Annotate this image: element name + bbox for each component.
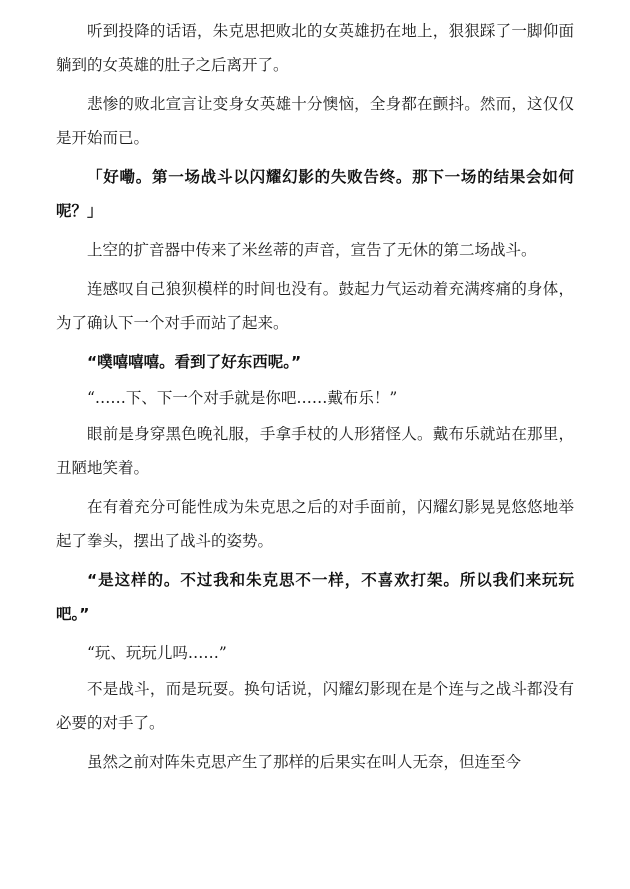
- dialogue-debble-1: “噗嘻嘻嘻。看到了好东西呢。”: [87, 353, 302, 371]
- document-page: [56, 14, 574, 784]
- paragraph-1: 听到投降的话语，朱克思把败北的女英雄扔在地上，狠狠踩了一脚仰面躺到的女英雄的肚子之后离开了。: [56, 22, 574, 74]
- paragraph-7: 不是战斗，而是玩耍。换句话说，闪耀幻影现在是个连与之战斗都没有必要的对手了。: [56, 680, 574, 732]
- dialogue-heroine-2: “玩、玩玩儿吗……”: [87, 644, 227, 662]
- paragraph-8: 虽然之前对阵朱克思产生了那样的后果实在叫人无奈，但连至今: [87, 753, 522, 771]
- paragraph-5: 眼前是身穿黑色晚礼服，手拿手杖的人形猪怪人。戴布乐就站在那里，丑陋地笑着。: [56, 425, 574, 477]
- paragraph-6: 在有着充分可能性成为朱克思之后的对手面前，闪耀幻影晃晃悠悠地举起了拳头，摆出了战斗的姿势。: [56, 498, 574, 550]
- dialogue-debble-2: “是这样的。不过我和朱克思不一样，不喜欢打架。所以我们来玩玩吧。”: [56, 571, 574, 623]
- paragraph-2: 悲惨的败北宣言让变身女英雄十分懊恼，全身都在颤抖。然而，这仅仅是开始而已。: [56, 95, 574, 147]
- paragraph-4: 连感叹自己狼狈模样的时间也没有。鼓起力气运动着充满疼痛的身体，为了确认下一个对手而站了起来。: [56, 280, 574, 332]
- dialogue-heroine-1: “……下、下一个对手就是你吧……戴布乐！”: [87, 389, 398, 407]
- dialogue-announcer-1: 「好嘞。第一场战斗以闪耀幻影的失败告终。那下一场的结果会如何呢？」: [56, 168, 574, 220]
- paragraph-3: 上空的扩音器中传来了米丝蒂的声音，宣告了无休的第二场战斗。: [87, 241, 537, 259]
